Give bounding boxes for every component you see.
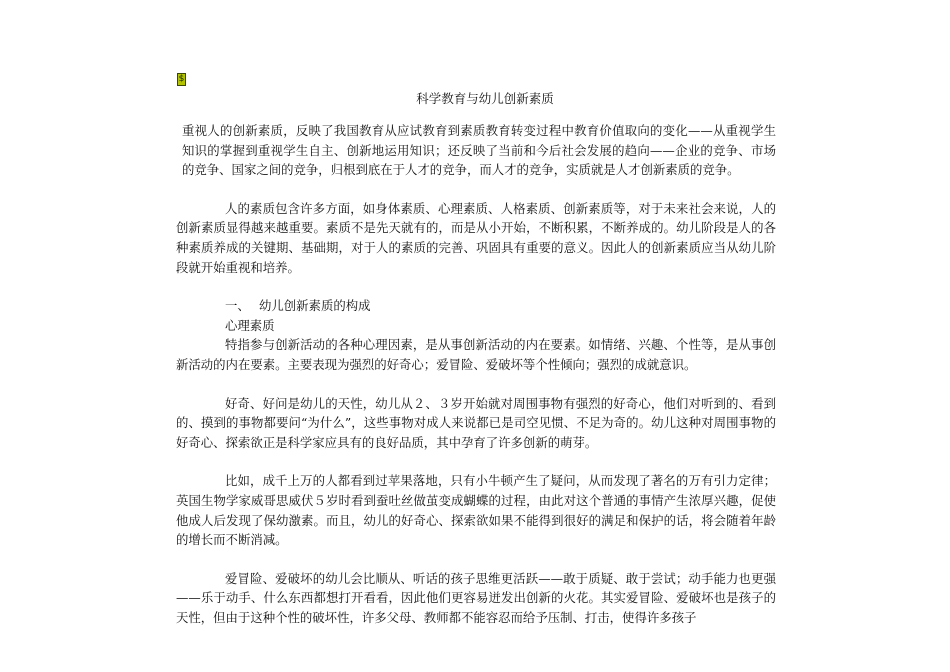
- embedded-object-icon: $: [178, 74, 185, 84]
- paragraph-1: 重视人的创新素质，反映了我国教育从应试教育到素质教育转变过程中教育价值取向的变化——从重视学生知识的掌握到重视学生自主、创新地运用知识；还反映了当前和今后社会发展的趋向——企业的竞争、市场的竞争、国家之间的竞争，归根到底在于人才的竞争，而人才的竞争，实质就是人才创新素质的竞争。: [182, 123, 776, 178]
- document-title: 科学教育与幼儿创新素质: [416, 91, 554, 106]
- paragraph-5: 比如，成千上万的人都看到过苹果落地，只有小牛顿产生了疑问，从而发现了著名的万有引力定律；英国生物学家威哥思威伏５岁时看到蚕吐丝做茧变成蝴蝶的过程，由此对这个普通的事情产生浓厚兴趣，促使他成人后发现了保幼激素。而且，幼儿的好奇心、探索欲如果不能得到很好的满足和保护的话，将会随着年龄的增长而不断消减。: [176, 473, 776, 548]
- paragraph-3: 特指参与创新活动的各种心理因素，是从事创新活动的内在要素。如情绪、兴趣、个性等，是从事创新活动的内在要素。主要表现为强烈的好奇心；爱冒险、爱破坏等个性倾向；强烈的成就意识。: [176, 337, 776, 372]
- paragraph-6: 爱冒险、爱破坏的幼儿会比顺从、听话的孩子思维更活跃——敢于质疑、敢于尝试；动手能力也更强——乐于动手、什么东西都想打开看看，因此他们更容易迸发出创新的火花。其实爱冒险、爱破坏也是孩子的天性，但由于这种个性的破坏性，许多父母、教师都不能容忍而给予压制、打击，使得许多孩子: [176, 570, 776, 625]
- paragraph-4: 好奇、好问是幼儿的天性，幼儿从２、３岁开始就对周围事物有强烈的好奇心，他们对听到的、看到的、摸到的事物都要问“为什么”，这些事物对成人来说都已是司空见惯、不足为奇的。幼儿这种对周围事物的好奇心、探索欲正是科学家应具有的良好品质，其中孕育了许多创新的萌芽。: [176, 395, 776, 450]
- section-heading: [176, 296, 776, 316]
- section-title: 幼儿创新素质的构成: [259, 298, 371, 314]
- document-body: [176, 121, 776, 627]
- subheading: 心理素质: [225, 317, 275, 333]
- paragraph-2: 人的素质包含许多方面，如身体素质、心理素质、人格素质、创新素质等，对于未来社会来说，人的创新素质显得越来越重要。素质不是先天就有的，而是从小开始，不断积累，不断养成的。幼儿阶段是人的各种素质养成的关键期、基础期，对于人的素质的完善、巩固具有重要的意义。因此人的创新素质应当从幼儿阶段就开始重视和培养。: [176, 200, 776, 275]
- section-number: 一、: [225, 298, 250, 314]
